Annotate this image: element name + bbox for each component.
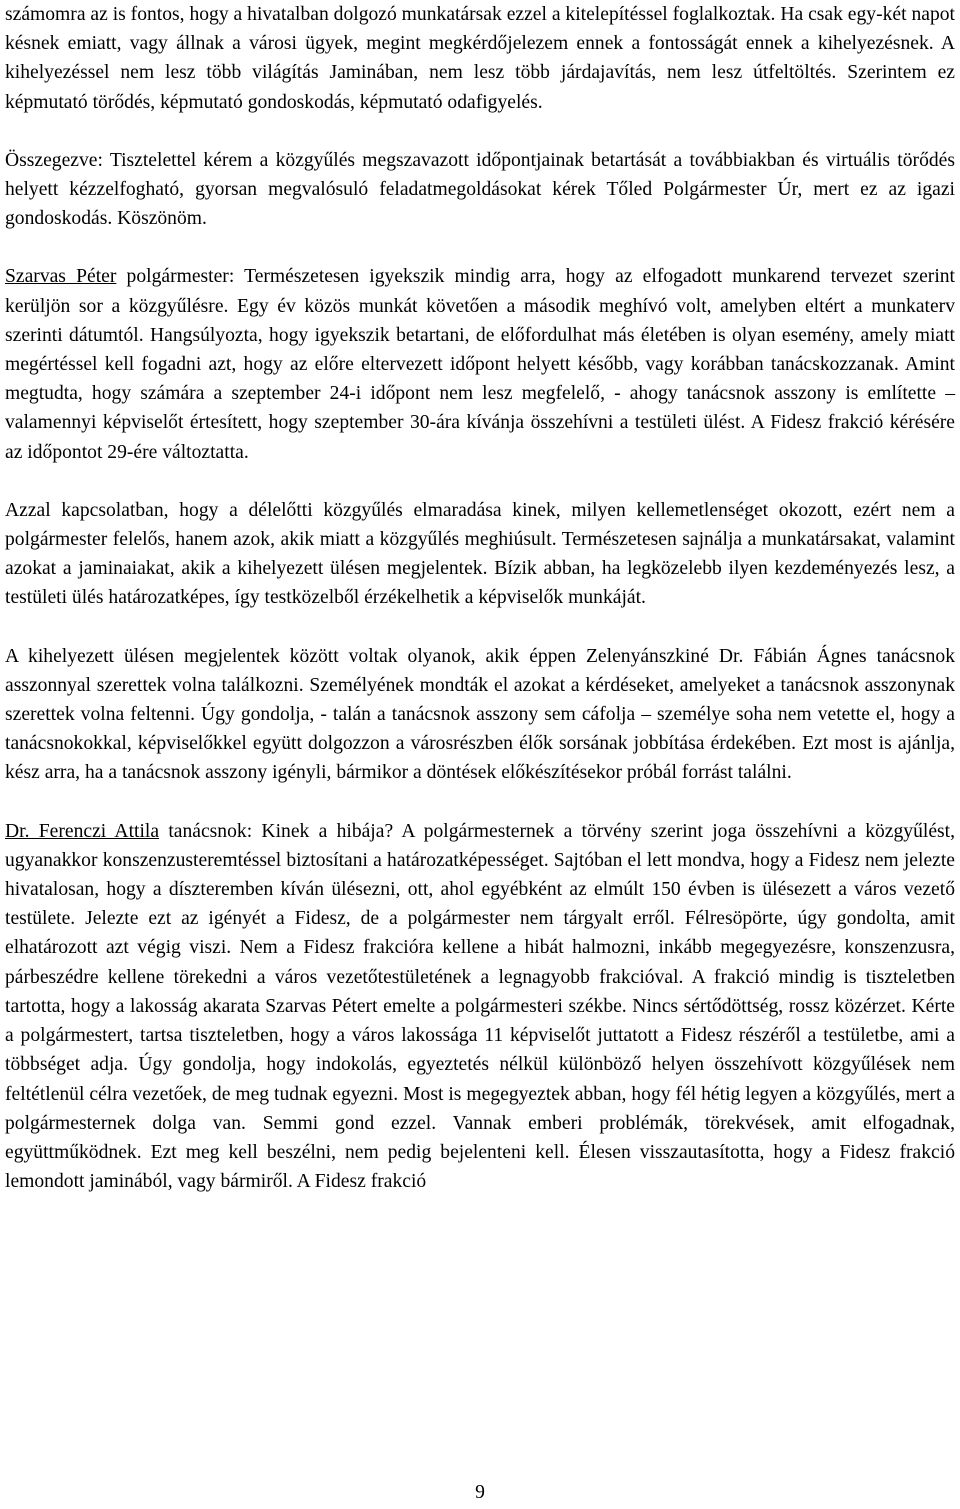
paragraph-gap [5, 788, 955, 817]
paragraph-councillor-reply [5, 817, 955, 1197]
paragraph-summary [5, 146, 955, 234]
paragraph-text: A kihelyezett ülésen megjelentek között voltak olyanok, akik éppen Zelenyánszkiné Dr. Fábián Ágnes tanácsnok asszonnyal szerettek volna találkozni. Személyének mondták el azokat a kérdéseket, amelyeket a tanácsnok asszonynak szerettek volna feltenni. Úgy gondolja, - talán a tanácsnok asszony sem cáfolja – személye soha nem vetette el, hogy a tanácsnokokkal, képviselőkkel együtt dolgozzon a városrészben élők sorsának jobbítása érdekében. Ezt most is ajánlja, kész arra, ha a tanácsnok asszony igényli, bármikor a döntések előkészítésekor próbál forrást találni. [5, 645, 955, 784]
paragraph-gap [5, 613, 955, 642]
page-number: 9 [475, 1482, 485, 1503]
paragraph-text: Összegezve: Tisztelettel kérem a közgyűlés megszavazott időpontjainak betartását a továbbiakban és virtuális törődés helyett kézzelfogható, gyorsan megvalósuló feladatmegoldásokat kérek Tőled Polgármester Úr, mert ez az igazi gondoskodás. Köszönöm. [5, 149, 955, 230]
paragraph-text: számomra az is fontos, hogy a hivatalban dolgozó munkatársak ezzel a kitelepítéssel foglalkoztak. Ha csak egy-két napot késnek emiatt, vagy állnak a városi ügyek, megint megkérdőjelezem ennek a fontosságát ennek a kihelyezésnek. A kihelyezéssel nem lesz több világítás Jaminában, nem lesz több járdajavítás, nem lesz útfeltöltés. Szerintem ez képmutató törődés, képmutató gondoskodás, képmutató odafigyelés. [5, 4, 955, 113]
paragraph-text: tanácsnok: Kinek a hibája? A polgármesternek a törvény szerint joga összehívni a közgyűlést, ugyanakkor konszenzusteremtéssel biztosítani a határozatképességet. Sajtóban el lett mondva, hogy a Fidesz nem jelezte hivatalosan, hogy a díszteremben kíván ülésezni, ott, ahol egyébként az elmúlt 150 évben is ülésezett a város vezető testülete. Jelezte ezt az igényét a Fidesz, de a polgármester nem tárgyalt erről. Félresöpörte, úgy gondolta, amit elhatározott azt végig viszi. Nem a Fidesz frakcióra kellene a hibát halmozni, inkább megegyezésre, konszenzusra, párbeszédre kellene törekedni a város vezetőtestületének a legnagyobb frakcióval. A frakció mindig is tiszteletben tartotta, hogy a lakosság akarata Szarvas Pétert emelte a polgármesteri székbe. Nincs sértődöttség, rossz közérzet. Kérte a polgármestert, tartsa tiszteletben, hogy a város lakossága 11 képviselőt juttatott a Fidesz részéről a testületbe, ami a többséget adja. Úgy gondolja, hogy indokolás, egyeztetés nélkül különböző helyen összehívott közgyűlések nem feltétlenül célra vezetőek, de meg tudnak egyezni. Most is megegyeztek abban, hogy fél hétig legyen a közgyűlés, mert a polgármesternek dolga van. Semmi gond ezzel. Vannak emberi problémák, törekvések, amit elfogadnak, együttműködnek. Ezt meg kell beszélni, nem pedig bejelenteni kell. Élesen visszautasította, hogy a Fidesz frakció lemondott jaminából, vagy bármiről. A Fidesz frakció [5, 820, 955, 1193]
speaker-name: Szarvas Péter [5, 266, 117, 288]
paragraph-gap [5, 467, 955, 496]
paragraph-text: Azzal kapcsolatban, hogy a délelőtti közgyűlés elmaradása kinek, milyen kellemetlenséget okozott, ezért nem a polgármester felelős, hanem azok, akik miatt a közgyűlés meghiúsult. Természetesen sajnálja a munkatársakat, valamint azokat a jaminaiakat, akik a kihelyezett ülésen megjelentek. Bízik abban, ha legközelebb ilyen kezdeményezés lesz, a testületi ülés határozatképes, így testközelből érzékelhetik a képviselők munkáját. [5, 499, 955, 609]
document-page [5, 0, 955, 1196]
paragraph-mayor-reply [5, 262, 955, 466]
paragraph-mayor-continued [5, 496, 955, 613]
paragraph-gap [5, 233, 955, 262]
paragraph-gap [5, 117, 955, 146]
paragraph-mayor-closing [5, 642, 955, 788]
paragraph-continuation [5, 0, 955, 117]
paragraph-text: polgármester: Természetesen igyekszik mindig arra, hogy az elfogadott munkarend tervezet szerint kerüljön sor a közgyűlésre. Egy év közös munkát követően a második meghívó volt, amelyben eltért a munkaterv szerinti dátumtól. Hangsúlyozta, hogy igyekszik betartani, de előfordulhat más életében is olyan esemény, amely miatt megértéssel kell fogadni azt, hogy az előre eltervezett időpont helyett később, vagy korábban tanácskozzanak. Amint megtudta, hogy számára a szeptember 24-i időpont nem lesz megfelelő, - ahogy tanácsnok asszony is említette – valamennyi képviselőt értesített, hogy szeptember 30-ára kívánja összehívni a testületi ülést. A Fidesz frakció kérésére az időpontot 29-ére változtatta. [5, 266, 955, 463]
speaker-name: Dr. Ferenczi Attila [5, 820, 160, 842]
